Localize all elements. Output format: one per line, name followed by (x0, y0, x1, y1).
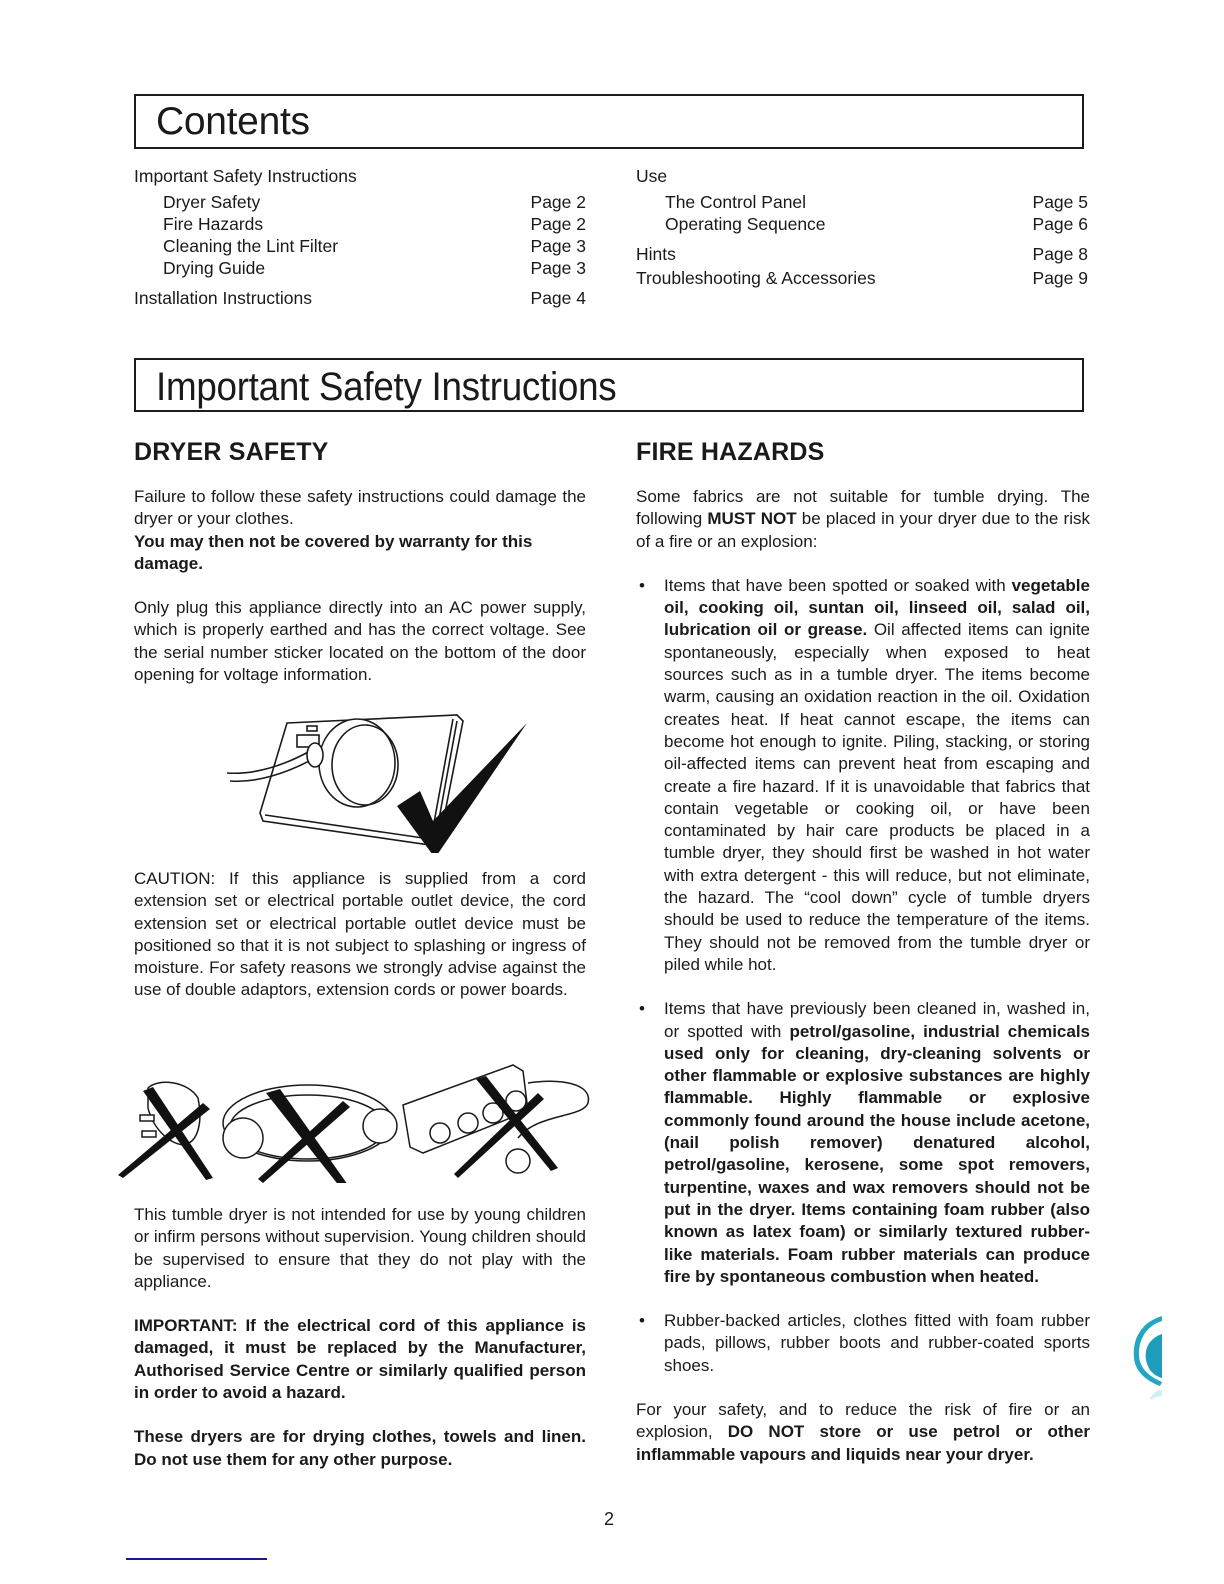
purpose-paragraph: These dryers are for drying clothes, towels and linen. Do not use them for any other purpose. (134, 1427, 586, 1469)
contents-title: Contents (156, 100, 310, 143)
plug-icon (506, 1149, 530, 1173)
oil-list-emphasis: vegetable oil, cooking oil, suntan oil, linseed oil, salad oil, lubrication oil or grease. (664, 575, 1090, 640)
toc-label: Cleaning the Lint Filter (163, 236, 339, 256)
toc-entry[interactable] (134, 257, 586, 279)
toc-entry[interactable] (134, 235, 586, 257)
toc-entry[interactable] (134, 213, 586, 235)
fire-hazards-heading: FIRE HAZARDS (636, 438, 825, 466)
dryer-safety-continued (134, 1204, 586, 1471)
toc-label: Installation Instructions (134, 288, 313, 308)
warranty-warning: You may then not be covered by warranty for this damage. (134, 531, 533, 573)
bullet-text: Rubber-backed articles, clothes fitted with foam rubber pads, pillows, rubber boots and rubber-coated sports shoes. (664, 1311, 1090, 1375)
toc-label: Drying Guide (163, 258, 266, 278)
toc-page: Page 6 (1032, 214, 1088, 234)
toc-label: Dryer Safety (163, 192, 261, 212)
bullet-icon: • (639, 999, 645, 1019)
toc-page: Page 2 (530, 192, 586, 212)
toc-page: Page 9 (1032, 268, 1088, 288)
toc-label: Use (636, 166, 668, 186)
text: Items that have previously been cleaned in, washed in, or spotted with (664, 999, 1090, 1041)
footer-line (126, 1558, 267, 1560)
toc-entry[interactable] (636, 213, 1088, 235)
chemicals-emphasis: petrol/gasoline, industrial chemicals used only for cleaning, dry-cleaning solvents or other flammable or explosive substances are highly flammable. Highly flammable or explosive commonly found around the house include acetone, (nail polish remover) denatured alcohol, petrol/gasoline, kerosene, some spot removers, turpentine, waxes and wax removers should not be put in the dryer. Items containing foam rubber (also known as latex foam) or similarly textured rubber-like materials. Foam rubber materials can produce fire by spontaneous combustion when heated. (664, 1021, 1091, 1286)
bullet-icon: • (639, 575, 645, 595)
extension-socket-icon (223, 1118, 263, 1158)
text: be placed in your dryer due to the risk of a fire or an explosion: (636, 509, 1090, 551)
important-cord-paragraph: IMPORTANT: If the electrical cord of this appliance is damaged, it must be replaced by the Manufacturer, Authorised Service Centre or similarly qualified person in order to avoid a hazard. (134, 1316, 586, 1403)
hazard-bullet-chemicals (636, 998, 1090, 1288)
bullet-icon: • (639, 1311, 645, 1331)
toc-page: Page 8 (1032, 244, 1088, 264)
plug-correct-illustration (225, 703, 535, 853)
toc-page: Page 5 (1032, 192, 1088, 212)
toc-right-column (636, 165, 1088, 289)
text: Oil affected items can ignite spontaneously, especially when exposed to heat sources such as in a tumble dryer. The items become warm, causing an oxidation reaction in the oil. Oxidation creates heat. If heat cannot escape, the items can become hot enough to ignite. Piling, stacking, or storing oil-affected items can prevent heat from escaping and create a fire hazard. If it is unavoidable that fabrics that contain vegetable or cooking oil, or have been contaminated by hair care products be placed in a tumble dryer, they should first be washed in hot water with extra detergent - this will reduce, but not eliminate, the hazard. The “cool down” cycle of tumble dryers should be used to reduce the temperature of the items. They should not be removed from the tumble dryer or piled while hot. (664, 620, 1090, 974)
caution-paragraph: CAUTION: If this appliance is supplied from a cord extension set or electrical portable outlet device, the cord extension set or electrical portable outlet device must be positioned so that it is not subject to splashing or ingress of moisture. For safety reasons we strongly advise against the use of double adaptors, extension cords or power boards. (134, 869, 586, 1000)
warning-paragraph: Failure to follow these safety instructions could damage the dryer or your clothes. (134, 487, 586, 529)
must-not-emphasis: MUST NOT (707, 509, 797, 529)
caution-section (134, 868, 586, 1002)
page-number: 2 (604, 1509, 615, 1529)
do-not-store-emphasis: DO NOT store or use petrol or other inflammable vapours and liquids near your dryer. (636, 1422, 1090, 1464)
text: For your safety, and to reduce the risk of fire or an explosion, (636, 1399, 1090, 1442)
toc-page: Page 4 (530, 288, 586, 308)
toc-entry[interactable] (134, 191, 586, 213)
fire-intro-paragraph (636, 486, 1090, 553)
brand-logo-icon (1130, 1308, 1164, 1408)
children-paragraph: This tumble dryer is not intended for use by young children or infirm persons without supervision. Young children should be supervised to ensure that they do not play with the appliance. (134, 1205, 586, 1291)
hazard-bullet-rubber (636, 1310, 1090, 1377)
toc-label: Operating Sequence (665, 214, 826, 234)
adaptors-incorrect-illustration (118, 1043, 598, 1183)
toc-label: Troubleshooting & Accessories (636, 268, 876, 288)
power-supply-paragraph: Only plug this appliance directly into an AC power supply, which is properly earthed and has the correct voltage. See the serial number sticker located on the bottom of the door opening for voltage information. (134, 598, 586, 685)
toc-page: Page 2 (530, 214, 586, 234)
closing-paragraph (636, 1399, 1090, 1466)
text: Items that have been spotted or soaked with (664, 575, 1012, 595)
toc-entry[interactable] (636, 243, 1088, 265)
plug-icon (363, 1109, 397, 1143)
bullet-text (664, 998, 1090, 1288)
toc-left-column (134, 165, 586, 309)
dryer-safety-heading: DRYER SAFETY (134, 438, 329, 466)
bullet-text (664, 575, 1090, 976)
toc-page: Page 3 (530, 236, 586, 256)
toc-entry[interactable] (636, 191, 1088, 213)
dryer-safety-section (134, 486, 586, 686)
toc-entry[interactable] (636, 165, 1088, 187)
toc-label: The Control Panel (665, 192, 807, 212)
safety-title: Important Safety Instructions (156, 365, 617, 409)
toc-entry[interactable] (134, 165, 586, 187)
toc-entry[interactable] (134, 287, 586, 309)
toc-entry[interactable] (636, 267, 1088, 289)
text: Some fabrics are not suitable for tumble drying. The following (636, 487, 1090, 529)
toc-label: Important Safety Instructions (134, 166, 357, 186)
hazard-bullet-oil (636, 575, 1090, 976)
safety-header-box (134, 358, 1084, 412)
fire-hazards-section (636, 486, 1090, 1466)
toc-page: Page 3 (530, 258, 586, 278)
contents-header-box (134, 94, 1084, 149)
toc-label: Hints (636, 244, 676, 264)
toc-label: Fire Hazards (163, 214, 264, 234)
